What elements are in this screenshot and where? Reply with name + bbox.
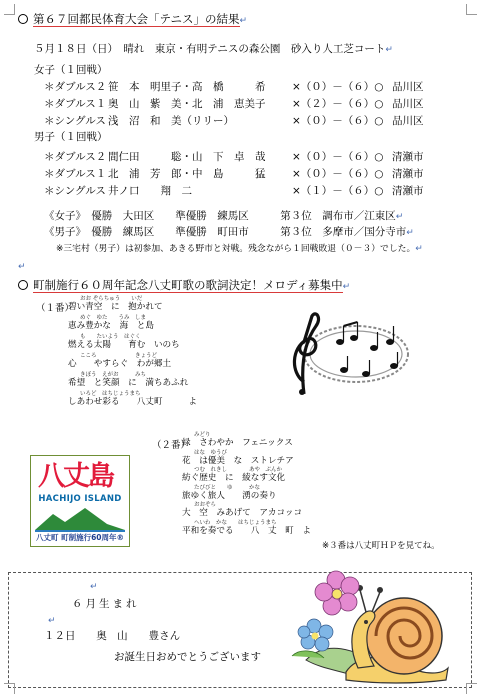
logo-tagline: 八丈町 町制施行60周年® <box>35 533 125 542</box>
bullet-circle-icon <box>18 14 28 24</box>
lyric-ruby: みどり <box>194 432 211 438</box>
hachijo-logo <box>30 455 130 547</box>
lyric-line: 大 空 みあげて アカコッコ <box>182 508 303 518</box>
result-event: ＊ダブルス２ <box>44 81 107 93</box>
birthday-month: ６月生まれ <box>72 598 140 610</box>
bullet-circle-icon <box>18 280 28 290</box>
verse1-label: （１番） <box>36 303 75 314</box>
result-players: 浅 沼 和 美（リリー） <box>108 115 234 127</box>
lyric-ruby: へいわ かな はちじょうまち <box>194 519 277 526</box>
verse3-note: ※３番は八丈町ＨＰを見てね。 <box>322 541 440 551</box>
birthday-entry <box>44 630 180 642</box>
lyric-line: 燃える太陽 育む いのち <box>68 340 180 350</box>
logo-kanji: 八丈島 <box>38 461 113 492</box>
men-label: 男子（１回戦） <box>34 131 108 143</box>
lyric-ruby: めぐ ゆた うみ しま <box>80 315 147 321</box>
result-opponent: 品川区 <box>392 98 424 110</box>
section1-title: 第６７回都民体育大会「テニス」の結果 <box>33 12 240 26</box>
result-event: ＊ダブルス２ <box>44 151 107 163</box>
section1-note: ※三宅村（男子）は初参加、あきる野市と対戦。残念ながら１回戦敗退（０－３）でした。↵ <box>56 244 423 254</box>
result-opponent: 品川区 <box>392 115 424 127</box>
result-opponent: 清瀬市 <box>392 185 424 197</box>
result-opponent: 清瀬市 <box>392 151 424 163</box>
section2-heading: 町制施行６０周年記念八丈町歌の歌詞決定！メロディ募集中↵ <box>18 278 350 294</box>
result-score: ×（０）－（６）○ <box>292 168 384 180</box>
result-event: ＊ダブルス１ <box>44 98 107 110</box>
verse2-label: （２番） <box>152 440 191 451</box>
lyric-line: 緑 さわやか フェニックス <box>182 438 293 448</box>
result-event: ＊シングルス <box>44 115 106 127</box>
lyric-ruby: いろど はちじょうまち <box>80 391 141 397</box>
lyric-ruby: つむ れきし あや ぶんか <box>194 467 283 473</box>
lyric-ruby: おおぞら <box>194 502 217 508</box>
music-notes-illustration <box>282 312 414 397</box>
result-score: ×（２）－（６）○ <box>292 98 384 110</box>
birthday-day: １２日 <box>44 630 76 642</box>
crop-mark-bottom-left <box>4 683 15 694</box>
result-event: ＊シングルス <box>44 185 106 197</box>
result-players: 笹 本 明里子・高 橋 希 <box>108 81 266 93</box>
result-score: ×（０）－（６）○ <box>292 81 384 93</box>
result-event: ＊ダブルス１ <box>44 168 107 180</box>
summary-women: 《女子》 優勝 大田区 準優勝 練馬区 第３位 調布市／江東区↵ <box>44 210 404 222</box>
logo-english: HACHIJO ISLAND <box>38 494 122 504</box>
birthday-name: 奥 山 豊さん <box>96 630 181 642</box>
result-score: ×（０）－（６）○ <box>292 115 384 127</box>
crop-mark-top-right <box>466 4 477 15</box>
crop-mark-bottom-right <box>466 683 477 694</box>
lyric-ruby: おお ぞらちゅう いだ <box>80 296 143 302</box>
lyric-ruby: きぼう えがお みち <box>80 372 147 378</box>
lyric-ruby: たびびと ゆ かな <box>194 484 261 491</box>
lyric-line: 平和を奏でる 八 丈 町 よ <box>182 525 311 536</box>
result-players: 間仁田 聡・山 下 卓 哉 <box>108 151 266 163</box>
result-opponent: 品川区 <box>392 81 424 93</box>
result-players: 北 浦 芳 郎・中 島 猛 <box>108 168 266 180</box>
lyric-line: 旅ゆく旅人 湧の奏り <box>182 490 277 501</box>
lyric-line: 恵み豊かな 海 と島 <box>68 321 154 331</box>
women-label: 女子（１回戦） <box>34 64 108 76</box>
lyric-line: 紡ぐ歴史 に 綾なす文化 <box>182 473 286 483</box>
birthday-message: お誕生日おめでとうございます <box>114 651 261 663</box>
paragraph-mark: ↵ <box>90 582 98 592</box>
section1-info: ５月１８日（日） 晴れ 東京・有明テニスの森公園 砂入り人工芝コート↵ <box>34 43 393 55</box>
crop-mark-top-left <box>4 4 15 15</box>
lyric-ruby: こころ きょうど <box>80 353 158 359</box>
section1-heading: 第６７回都民体育大会「テニス」の結果↵ <box>18 12 247 28</box>
result-score: ×（０）－（６）○ <box>292 151 384 163</box>
lyric-line: しあわせ彩る 八丈町 よ <box>68 397 197 407</box>
summary-men: 《男子》 優勝 練馬区 準優勝 町田市 第３位 多摩市／国分寺市↵ <box>44 226 414 238</box>
snail-flower-illustration <box>286 556 454 686</box>
section2-title: 町制施行６０周年記念八丈町歌の歌詞決定！メロディ募集中 <box>33 278 343 292</box>
lyric-ruby: も たいよう はぐく <box>80 334 141 340</box>
lyric-ruby: はな ゆうび <box>194 449 228 456</box>
lyric-line: 希望 と笑顔 に 満ちあふれ <box>68 378 189 388</box>
paragraph-mark: ↵ <box>18 262 26 272</box>
result-players: 井ノ口 翔 二 <box>108 185 192 197</box>
result-players: 奥 山 紫 美・北 浦 恵美子 <box>108 98 266 110</box>
result-opponent: 清瀬市 <box>392 168 424 180</box>
lyric-line: 花 は優美 な ストレチア <box>182 455 294 466</box>
result-score: ×（１）－（６）○ <box>292 185 384 197</box>
lyric-line: 心 やすらぐ わが郷土 <box>68 359 172 369</box>
paragraph-mark: ↵ <box>48 616 56 626</box>
lyric-line: 碧い青空 に 抱かれて <box>68 302 163 312</box>
island-mountains-icon <box>35 506 125 532</box>
